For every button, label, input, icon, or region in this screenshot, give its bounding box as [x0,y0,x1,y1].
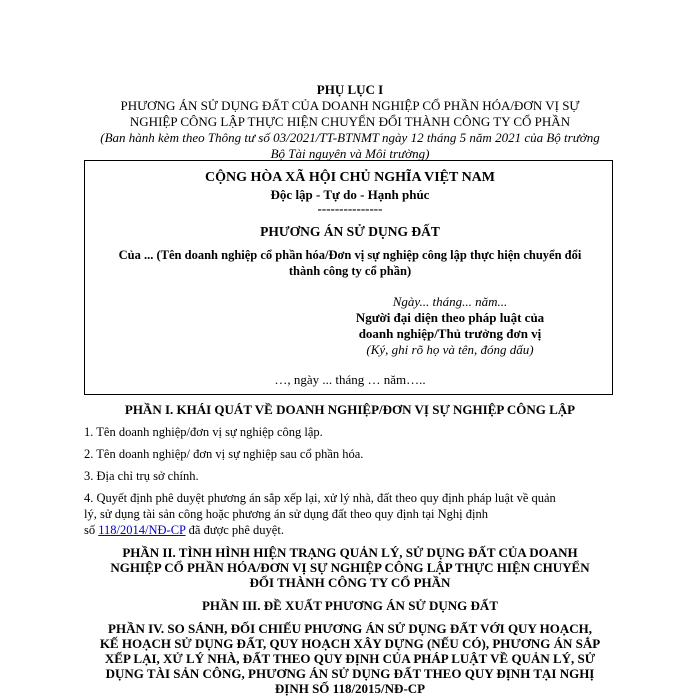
legal-rep-line-1: Người đại diện theo pháp luật của [355,310,545,325]
part-2-heading-line-3: ĐỔI THÀNH CÔNG TY CỔ PHẦN [249,575,451,590]
part-4-heading-line-5: ĐỊNH SỐ 118/2015/NĐ-CP [274,681,426,696]
legal-rep-line-2: doanh nghiệp/Thủ trưởng đơn vị [358,326,542,341]
part-4-heading-line-2: KẾ HOẠCH SỬ DỤNG ĐẤT, QUY HOẠCH XÂY DỰNG (NẾU CÓ), PHƯƠNG ÁN SẮP [99,636,601,651]
sign-note: (Ký, ghi rõ họ và tên, đóng dấu) [366,342,534,357]
issued-note-line-2: Bộ Tài nguyên và Môi trường) [270,146,430,161]
part-4-heading-line-3: XẾP LẠI, XỬ LÝ NHÀ, ĐẤT THEO QUY ĐỊNH CỦA PHÁP LUẬT VỀ QUẢN LÝ, SỬ [104,651,596,666]
plan-title: PHƯƠNG ÁN SỬ DỤNG ĐẤT [260,224,440,239]
part-4-heading-line-1: PHẦN IV. SO SÁNH, ĐỐI CHIẾU PHƯƠNG ÁN SỬ DỤNG ĐẤT VỚI QUY HOẠCH, [108,621,592,636]
issued-note-line-1: (Ban hành kèm theo Thông tư số 03/2021/TT-BTNMT ngày 12 tháng 5 năm 2021 của Bộ trưởng [100,130,600,145]
part-1-item-4-line-2: lý, sử dụng tài sản công hoặc phương án sử dụng đất theo quy định tại Nghị định [84,507,488,521]
part-3-heading: PHẦN III. ĐỀ XUẤT PHƯƠNG ÁN SỬ DỤNG ĐẤT [201,598,498,613]
decree-link[interactable]: 118/2014/NĐ-CP [98,523,186,537]
part-1-heading: PHẦN I. KHÁI QUÁT VỀ DOANH NGHIỆP/ĐƠN VỊ SỰ NGHIỆP CÔNG LẬP [124,402,576,417]
of-entity-line-2: thành công ty cổ phần) [288,264,412,278]
part-1-item-1: 1. Tên doanh nghiệp/đơn vị sự nghiệp công lập. [84,425,323,439]
document-title-line-1: PHƯƠNG ÁN SỬ DỤNG ĐẤT CỦA DOANH NGHIỆP CỔ PHẦN HÓA/ĐƠN VỊ SỰ [120,98,580,113]
appendix-title: PHỤ LỤC I [316,82,384,97]
of-entity-line-1: Của ... (Tên doanh nghiệp cổ phần hóa/Đơn vị sự nghiệp công lập thực hiện chuyển đổi [118,248,582,262]
part-1-item-4-line-3 [84,522,614,538]
item-4-prefix: số [84,523,99,537]
item-4-suffix: đã được phê duyệt. [185,523,284,537]
part-4-heading-line-4: DỤNG TÀI SẢN CÔNG, PHƯƠNG ÁN SỬ DỤNG ĐẤT THEO QUY ĐỊNH TẠI NGHỊ [105,666,595,681]
part-2-heading-line-2: NGHIỆP CỔ PHẦN HÓA/ĐƠN VỊ SỰ NGHIỆP CÔNG LẬP THỰC HIỆN CHUYỂN [110,560,590,575]
part-1-item-3: 3. Địa chỉ trụ sở chính. [84,469,199,483]
part-1-item-2: 2. Tên doanh nghiệp/ đơn vị sự nghiệp sau cổ phần hóa. [84,447,364,461]
country-name: CỘNG HÒA XÃ HỘI CHỦ NGHĨA VIỆT NAM [204,170,495,185]
part-1-item-4-line-1: 4. Quyết định phê duyệt phương án sắp xếp lại, xử lý nhà, đất theo quy định pháp luật về quản [84,491,556,505]
national-motto: Độc lập - Tự do - Hạnh phúc [270,187,430,202]
place-date: …, ngày ... tháng … năm….. [274,372,426,387]
motto-divider: --------------- [317,201,383,216]
signature-date: Ngày... tháng... năm... [392,294,508,309]
document-title-line-2: NGHIỆP CÔNG LẬP THỰC HIỆN CHUYỂN ĐỔI THÀNH CÔNG TY CỔ PHẦN [129,114,571,129]
part-2-heading-line-1: PHẦN II. TÌNH HÌNH HIỆN TRẠNG QUẢN LÝ, SỬ DỤNG ĐẤT CỦA DOANH [122,545,578,560]
